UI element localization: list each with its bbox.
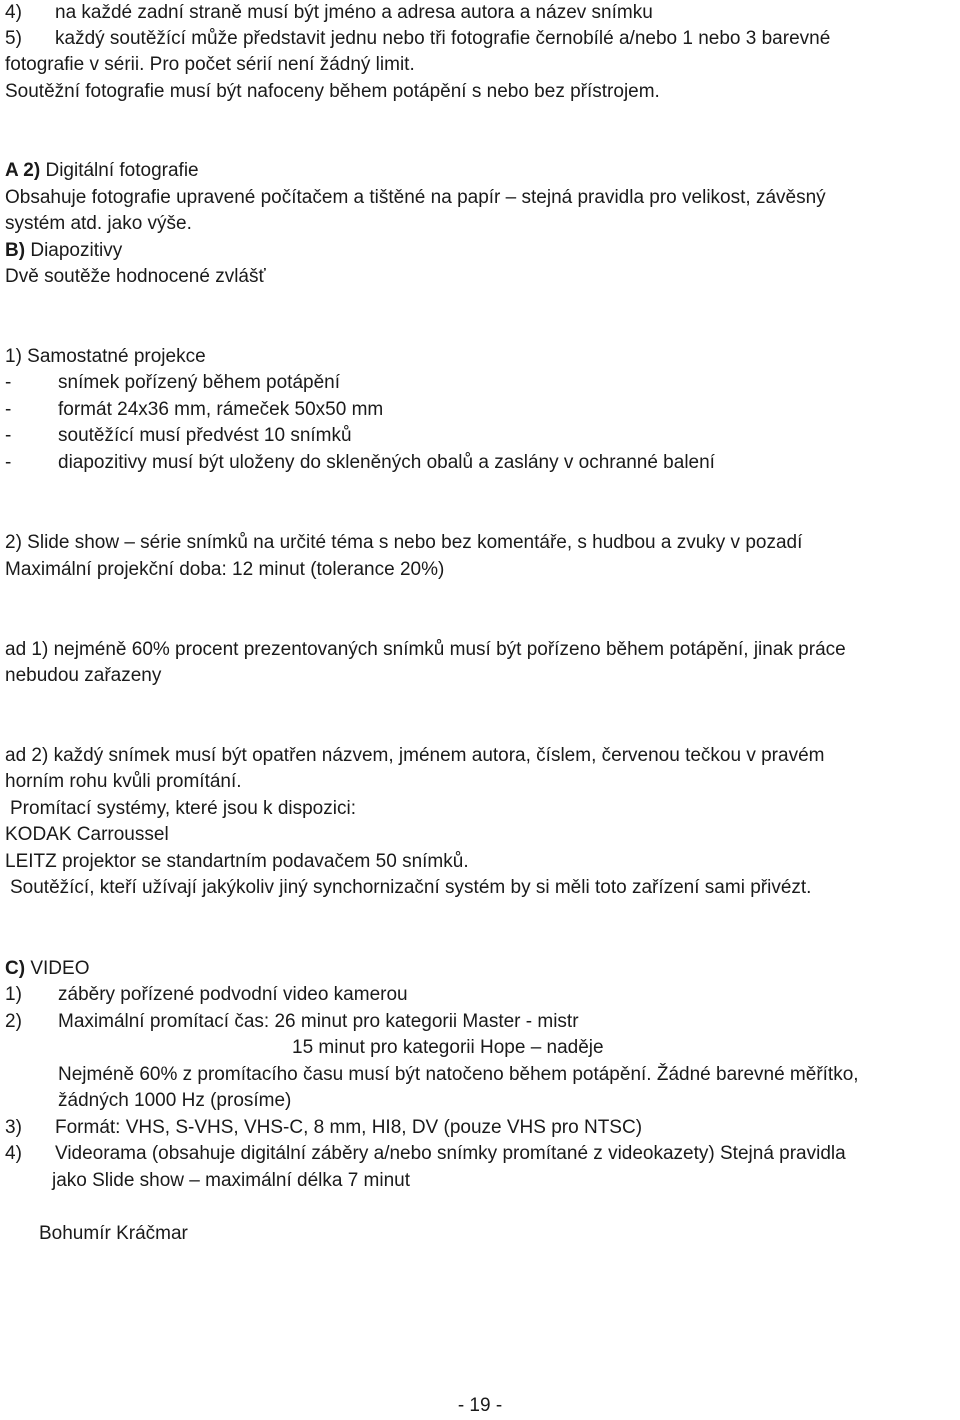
ad2-line-2: horním rohu kvůli promítání. [5, 771, 242, 792]
video-item-2-number: 2) [5, 1011, 22, 1032]
video-item-3 [5, 1115, 642, 1142]
projection-item [5, 423, 352, 450]
section-b-subtitle: Dvě soutěže hodnocené zvlášť [5, 266, 266, 287]
video-item-3-text: Formát: VHS, S-VHS, VHS-C, 8 mm, HI8, DV (pouze VHS pro NTSC) [55, 1117, 643, 1138]
section-b-heading [5, 238, 122, 265]
underwater-rule: Soutěžní fotografie musí být nafoceny během potápění s nebo bez přístrojem. [5, 81, 660, 102]
rule-item-5 [5, 26, 830, 53]
video-item-2 [5, 1009, 579, 1036]
projection-item-dash: - [5, 372, 12, 393]
projection-item-text: soutěžící musí předvést 10 snímků [58, 425, 352, 446]
projection-item-text: diapozitivy musí být uloženy do skleněných obalů a zaslány v ochranné balení [58, 452, 715, 473]
section-c-heading [5, 956, 89, 983]
video-item-4 [5, 1141, 846, 1168]
projection-item-dash: - [5, 399, 12, 420]
video-item-1 [5, 982, 408, 1009]
author-signature: Bohumír Kráčmar [39, 1223, 188, 1244]
video-item-1-text: záběry pořízené podvodní video kamerou [58, 984, 408, 1005]
page-number: - 19 - [457, 1395, 503, 1416]
projection-item [5, 450, 715, 477]
rule-item-4-text: na každé zadní straně musí být jméno a adresa autora a název snímku [55, 2, 653, 23]
projection-systems-title: Promítací systémy, které jsou k dispozici: [10, 798, 356, 819]
projection-item-dash: - [5, 452, 12, 473]
video-item-2-line-3: Nejméně 60% z promítacího času musí být natočeno během potápění. Žádné barevné měřítko, [58, 1064, 859, 1085]
video-item-4-text: Videorama (obsahuje digitální záběry a/nebo snímky promítané z videokazety) Stejná pravidla [55, 1143, 846, 1164]
system-leitz: LEITZ projektor se standartním podavačem 50 snímků. [5, 851, 469, 872]
projection-item [5, 397, 383, 424]
projection-title: 1) Samostatné projekce [5, 346, 206, 367]
section-b-label: B) [5, 240, 26, 261]
sync-note: Soutěžící, kteří užívají jakýkoliv jiný synchornizační systém by si měli toto zařízení sami přivézt. [10, 877, 812, 898]
video-item-3-number: 3) [5, 1117, 22, 1138]
section-c-title: VIDEO [30, 958, 90, 979]
rule-item-4 [5, 0, 653, 27]
section-a2-label: A 2) [5, 160, 41, 181]
rule-item-5-continuation: fotografie v sérii. Pro počet sérií není žádný limit. [5, 54, 415, 75]
rule-item-5-text: každý soutěžící může představit jednu nebo tři fotografie černobílé a/nebo 1 nebo 3 barevné [55, 28, 831, 49]
section-a2-heading [5, 158, 199, 185]
projection-item-dash: - [5, 425, 12, 446]
ad2-line-1: ad 2) každý snímek musí být opatřen názvem, jménem autora, číslem, červenou tečkou v pravém [5, 745, 825, 766]
rule-item-5-number: 5) [5, 28, 22, 49]
system-kodak: KODAK Carroussel [5, 824, 169, 845]
rule-item-4-number: 4) [5, 2, 22, 23]
video-item-4-line-2: jako Slide show – maximální délka 7 minut [52, 1170, 411, 1191]
section-a2-body-line-1: Obsahuje fotografie upravené počítačem a tištěné na papír – stejná pravidla pro velikost, závěsný [5, 187, 826, 208]
section-a2-title: Digitální fotografie [45, 160, 199, 181]
section-b-title: Diapozitivy [30, 240, 123, 261]
video-item-2-line-4: žádných 1000 Hz (prosíme) [58, 1090, 292, 1111]
ad1-line-1: ad 1) nejméně 60% procent prezentovaných snímků musí být pořízeno během potápění, jinak práce [5, 639, 846, 660]
section-c-label: C) [5, 958, 26, 979]
video-item-1-number: 1) [5, 984, 22, 1005]
section-a2-body-line-2: systém atd. jako výše. [5, 213, 192, 234]
video-item-2-text: Maximální promítací čas: 26 minut pro kategorii Master - mistr [58, 1011, 579, 1032]
projection-item-text: formát 24x36 mm, rámeček 50x50 mm [58, 399, 384, 420]
slideshow-line: 2) Slide show – série snímků na určité téma s nebo bez komentáře, s hudbou a zvuky v pozadí [5, 532, 803, 553]
projection-item-text: snímek pořízený během potápění [58, 372, 341, 393]
video-item-4-number: 4) [5, 1143, 22, 1164]
ad1-line-2: nebudou zařazeny [5, 665, 162, 686]
max-projection-time: Maximální projekční doba: 12 minut (tolerance 20%) [5, 559, 445, 580]
video-item-2-hope: 15 minut pro kategorii Hope – naděje [292, 1037, 604, 1058]
projection-item [5, 370, 340, 397]
